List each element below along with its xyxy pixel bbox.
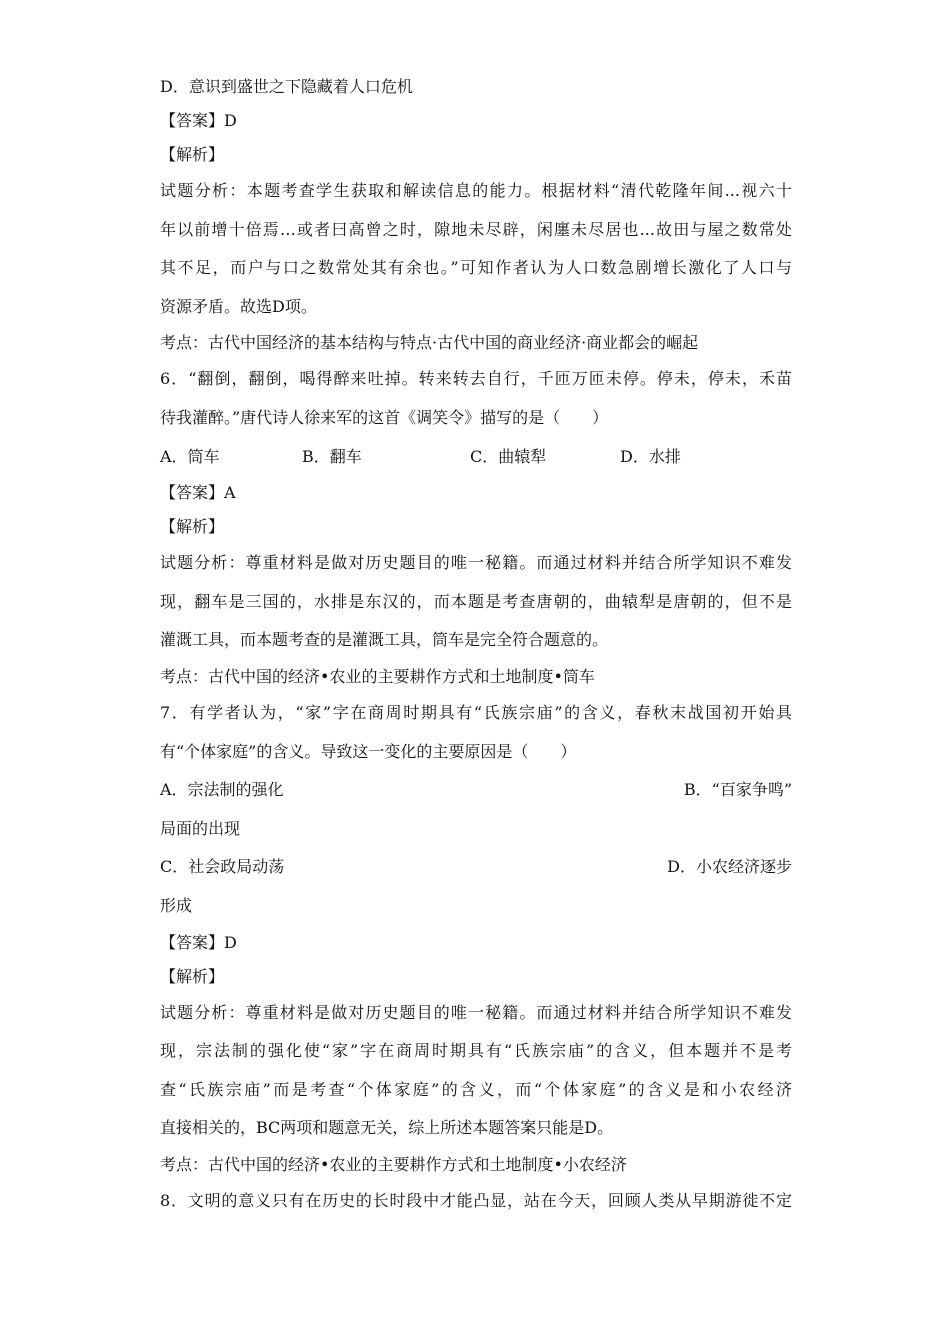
q6-option-d: D．水排 <box>620 446 681 466</box>
q7-analysis-tag: 【解析】 <box>160 966 225 986</box>
q7-analysis-line: 现，宗法制的强化使“家”字在商周时期具有“氏族宗庙”的含义，但本题并不是考 <box>160 1041 792 1061</box>
q6-option-b: B．翻车 <box>302 446 362 466</box>
q6-option-a: A．筒车 <box>160 446 220 466</box>
q8-stem-line: 8．文明的意义只有在历史的长时段中才能凸显，站在今天，回顾人类从早期游徙不定 <box>160 1190 792 1210</box>
q7-option-b: B．“百家争鸣” <box>683 780 792 800</box>
q7-option-c: C．社会政局动荡 <box>160 857 285 877</box>
q6-analysis-tag: 【解析】 <box>160 517 225 537</box>
q7-option-d-continued: 形成 <box>160 895 193 915</box>
q7-stem-line: 有“个体家庭”的含义。导致这一变化的主要原因是（ ） <box>160 741 577 761</box>
q6-analysis-line: 灌溉工具，而本题考查的是灌溉工具，筒车是完全符合题意的。 <box>160 630 609 650</box>
q7-option-d: D．小农经济逐步 <box>667 857 792 877</box>
q7-options-row-2 <box>160 848 792 887</box>
q5-option-d: D．意识到盛世之下隐藏着人口危机 <box>160 77 413 96</box>
q5-analysis-line: 资源矛盾。故选D项。 <box>160 296 317 316</box>
q7-stem-line: 7．有学者认为，“家”字在商周时期具有“氏族宗庙”的含义，春秋末战国初开始具 <box>160 702 792 722</box>
q5-kaodian: 考点：古代中国经济的基本结构与特点·古代中国的商业经济·商业都会的崛起 <box>160 333 699 353</box>
q6-options <box>160 438 792 477</box>
q7-option-b-continued: 局面的出现 <box>160 818 241 838</box>
q6-kaodian: 考点：古代中国的经济•农业的主要耕作方式和土地制度•筒车 <box>160 666 595 686</box>
q7-option-a: A．宗法制的强化 <box>160 780 284 800</box>
q7-analysis-line: 查“氏族宗庙”而是考查“个体家庭”的含义，而“个体家庭”的含义是和小农经济 <box>160 1079 792 1099</box>
q5-analysis-tag: 【解析】 <box>160 145 225 164</box>
q5-analysis-line: 试题分析：本题考查学生获取和解读信息的能力。根据材料“清代乾隆年间...视六十 <box>160 181 792 200</box>
q6-analysis-line: 现，翻车是三国的，水排是东汉的，而本题是考查唐朝的，曲辕犁是唐朝的，但不是 <box>160 591 792 611</box>
q6-option-c: C．曲辕犁 <box>470 446 547 466</box>
q5-analysis-line: 其不足，而户与口之数常处其有余也。”可知作者认为人口数急剧增长激化了人口与 <box>160 258 792 278</box>
document-page <box>160 70 792 1220</box>
q6-stem-line: 待我灌醉。”唐代诗人徐来军的这首《调笑令》描写的是（ ） <box>160 407 609 427</box>
q7-analysis-line: 直接相关的，BC两项和题意无关，综上所述本题答案只能是D。 <box>160 1118 614 1138</box>
q5-answer: 【答案】D <box>160 111 237 130</box>
q5-analysis-line: 年以前增十倍焉…或者曰高曾之时，隙地未尽辟，闲廛未尽居也...故田与屋之数常处 <box>160 219 792 239</box>
q6-answer: 【答案】A <box>160 483 236 503</box>
q6-analysis-line: 试题分析：尊重材料是做对历史题目的唯一秘籍。而通过材料并结合所学知识不难发 <box>160 553 792 573</box>
q7-answer: 【答案】D <box>160 932 237 952</box>
q6-stem-line: 6．“翻倒，翻倒，喝得醉来吐掉。转来转去自行，千匝万匝未停。停未，停未，禾苗 <box>160 369 792 389</box>
q7-kaodian: 考点：古代中国的经济•农业的主要耕作方式和土地制度•小农经济 <box>160 1154 627 1174</box>
q7-analysis-line: 试题分析：尊重材料是做对历史题目的唯一秘籍。而通过材料并结合所学知识不难发 <box>160 1002 792 1022</box>
q7-options-row-1 <box>160 771 792 810</box>
